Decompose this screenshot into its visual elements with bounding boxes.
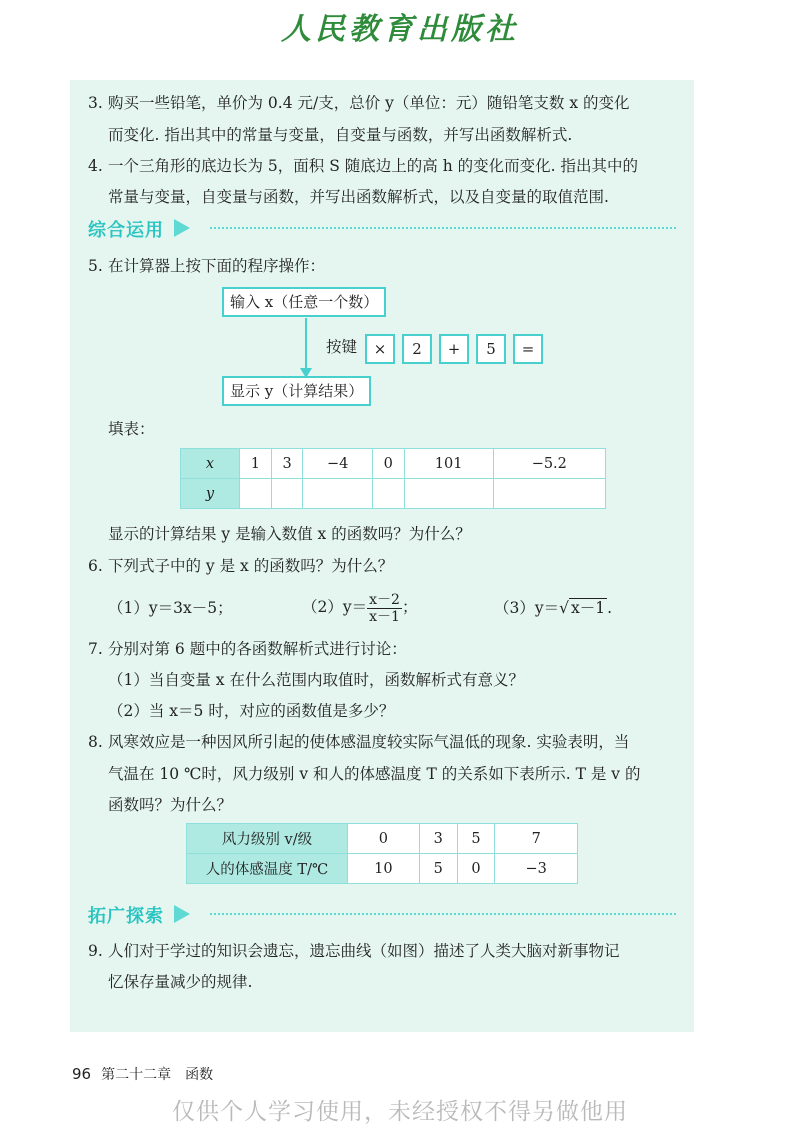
triangle-arrow-icon: [174, 905, 190, 923]
q4-line2: 常量与变量，自变量与函数，并写出函数解析式，以及自变量的取值范围.: [108, 188, 609, 206]
table-cell-empty: [493, 479, 605, 509]
q3-text1: 购买一些铅笔，单价为 0.4 元/支，总价 y（单位：元）随铅笔支数 x 的变化: [108, 94, 630, 112]
key-equals: =: [513, 334, 543, 364]
table-cell-empty: [372, 479, 404, 509]
q5-question: 显示的计算结果 y 是输入数值 x 的函数吗？为什么？: [108, 525, 471, 543]
q5-number: 5.: [88, 257, 103, 275]
triangle-arrow-icon: [174, 219, 190, 237]
flow-input-box: 输入 x（任意一个数）: [222, 287, 386, 317]
chapter-title: 第二十二章 函数: [101, 1067, 214, 1083]
table-cell: 0: [457, 854, 495, 884]
table-header-y: y: [181, 479, 240, 509]
table-cell: 1: [240, 449, 272, 479]
section-heading-comprehensive: [88, 216, 190, 242]
table-cell: 3: [271, 449, 303, 479]
q6-item3: （3）y＝√ x－1 .: [494, 599, 613, 617]
table-cell: 10: [348, 854, 420, 884]
table-cell-empty: [240, 479, 272, 509]
key-2: 2: [402, 334, 432, 364]
table-row: [187, 854, 578, 884]
table-row: [181, 479, 606, 509]
table-cell: 3: [419, 824, 457, 854]
table-row: [181, 449, 606, 479]
q7-number: 7.: [88, 640, 103, 658]
q8-line2: 气温在 10 ℃时，风力级别 v 和人的体感温度 T 的关系如下表所示. T 是 v 的: [108, 765, 641, 783]
table-cell: 101: [404, 449, 493, 479]
table-cell: 0: [348, 824, 420, 854]
q8-table: [186, 823, 578, 884]
q3-line2: 而变化. 指出其中的常量与变量，自变量与函数，并写出函数解析式.: [108, 126, 573, 144]
flow-arrow-line: [305, 318, 307, 372]
watermark: 仅供个人学习使用，未经授权不得另做他用: [172, 1099, 628, 1125]
q9-line1: [88, 940, 620, 962]
q6-number: 6.: [88, 557, 103, 575]
table-header-temp: 人的体感温度 T/℃: [187, 854, 348, 884]
q3-line1: [88, 92, 630, 114]
table-cell: −4: [303, 449, 372, 479]
q9-text1: 人们对于学过的知识会遗忘，遗忘曲线（如图）描述了人类大脑对新事物记: [108, 942, 620, 960]
q6-text: 下列式子中的 y 是 x 的函数吗？为什么？: [108, 557, 394, 575]
table-cell-empty: [271, 479, 303, 509]
q5-table: [180, 448, 606, 509]
table-cell-empty: [303, 479, 372, 509]
key-plus: +: [439, 334, 469, 364]
q6-item2: （2）y＝ $\frac{x-2}{x-1}$ ；: [302, 591, 418, 625]
q3-number: 3.: [88, 94, 103, 112]
flow-output-box: 显示 y（计算结果）: [222, 376, 371, 406]
page-footer: [72, 1064, 213, 1084]
publisher-logo: 人民教育出版社: [281, 12, 519, 47]
table-cell: 7: [495, 824, 578, 854]
table-cell: 5: [457, 824, 495, 854]
q7-sub2: （2）当 x＝5 时，对应的函数值是多少？: [108, 702, 395, 720]
q6-line: [88, 555, 393, 577]
table-cell: −5.2: [493, 449, 605, 479]
q7-line: [88, 638, 407, 660]
key-5: 5: [476, 334, 506, 364]
section-divider: [210, 913, 676, 915]
section-divider: [210, 227, 676, 229]
table-header-x: x: [181, 449, 240, 479]
q5-intro-line: [88, 255, 325, 277]
q4-text1: 一个三角形的底边长为 5，面积 S 随底边上的高 h 的变化而变化. 指出其中的: [108, 157, 638, 175]
fill-table-label: 填表：: [108, 420, 155, 438]
table-cell: −3: [495, 854, 578, 884]
q9-number: 9.: [88, 942, 103, 960]
q8-text1: 风寒效应是一种因风所引起的使体感温度较实际气温低的现象. 实验表明，当: [108, 733, 630, 751]
fraction: $\frac{x-2}{x-1}$: [369, 591, 400, 625]
q4-number: 4.: [88, 157, 103, 175]
table-cell: 5: [419, 854, 457, 884]
section-title: 拓广探索: [88, 906, 164, 927]
key-multiply: ×: [365, 334, 395, 364]
table-header-wind: 风力级别 v/级: [187, 824, 348, 854]
q6-item1: （1）y＝3x－5；: [108, 599, 233, 617]
q7-sub1: （1）当自变量 x 在什么范围内取值时，函数解析式有意义？: [108, 671, 524, 689]
section-heading-explore: [88, 902, 190, 928]
keys-label: 按键: [326, 338, 358, 356]
q8-number: 8.: [88, 733, 103, 751]
table-cell-empty: [404, 479, 493, 509]
q8-line3: 函数吗？为什么？: [108, 796, 233, 814]
q5-intro: 在计算器上按下面的程序操作：: [108, 257, 326, 275]
table-row: [187, 824, 578, 854]
q7-text: 分别对第 6 题中的各函数解析式进行讨论：: [108, 640, 407, 658]
q8-line1: [88, 731, 629, 753]
page-number: 96: [72, 1065, 92, 1083]
table-cell: 0: [372, 449, 404, 479]
q9-line2: 忆保存量减少的规律.: [108, 973, 253, 991]
section-title: 综合运用: [88, 220, 164, 241]
q4-line1: [88, 155, 638, 177]
